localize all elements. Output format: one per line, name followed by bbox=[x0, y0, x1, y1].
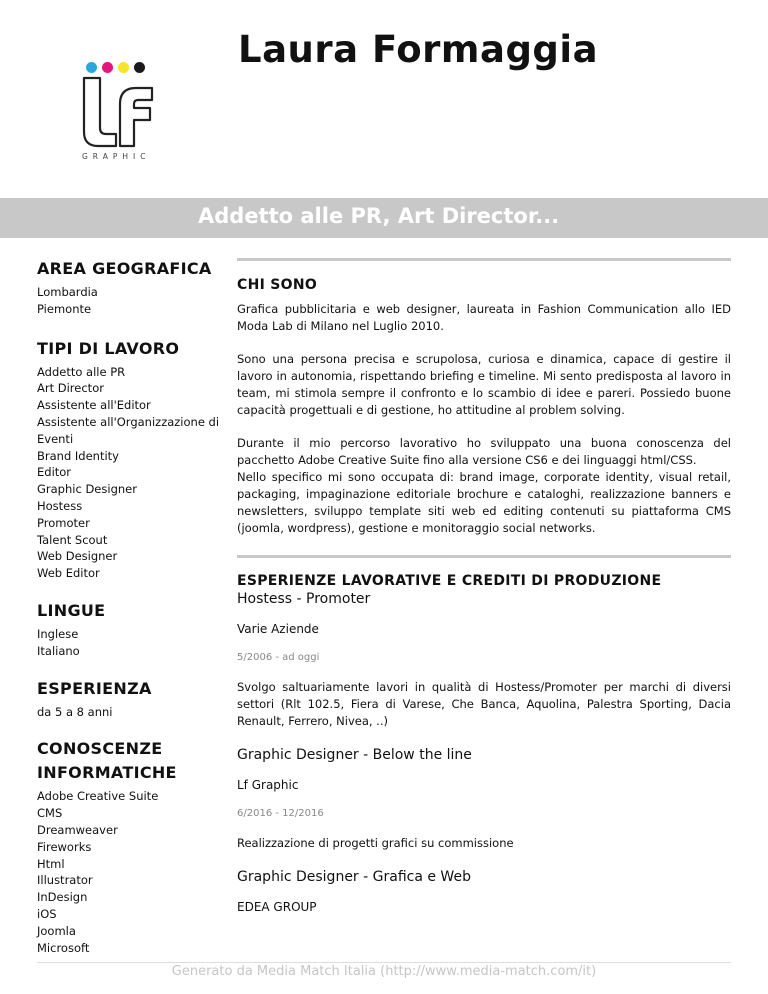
list-item: Lombardia bbox=[37, 285, 98, 299]
chi-sono-paragraph: Sono una persona precisa e scrupolosa, curiosa e dinamica, capace di gestire il lavoro in autonomia, rispettando briefing e timeline. Mi sento predisposta al lavoro in team, mi stimola sempre il confronto e lo scambio di idee e pareri. Possiedo buone capacità progettuali e di gestione, ho attitudine al problem solving. bbox=[237, 352, 731, 417]
section-esperienza bbox=[37, 678, 222, 721]
list-item: Talent Scout bbox=[37, 532, 108, 547]
job-description: Svolgo saltuariamente lavori in qualità di Hostess/Promoter per marchi di diversi settori (Rlt 102.5, Fiera di Varese, Che Banca, Aquolina, Palestra Sporting, Dacia Renault, Ferrero, Nivea, ..) bbox=[237, 680, 731, 728]
job-title: Graphic Designer - Grafica e Web bbox=[237, 869, 471, 885]
list-item: Promoter bbox=[37, 515, 90, 530]
yellow-dot-icon bbox=[118, 62, 129, 73]
list-item: Inglese bbox=[37, 626, 79, 641]
candidate-name: Laura Formaggia bbox=[238, 28, 599, 71]
list-item: da 5 a 8 anni bbox=[37, 704, 113, 719]
job-title: Graphic Designer - Below the line bbox=[237, 747, 472, 763]
section-heading: ESPERIENZA bbox=[37, 678, 152, 698]
job-company: EDEA GROUP bbox=[237, 900, 317, 914]
cyan-dot-icon bbox=[86, 62, 97, 73]
magenta-dot-icon bbox=[102, 62, 113, 73]
job-title: Hostess - Promoter bbox=[237, 591, 371, 607]
list-item: Assistente all'Organizzazione di bbox=[37, 414, 220, 429]
chi-sono-paragraph: Grafica pubblicitaria e web designer, laureata in Fashion Communication allo IED Moda Lab di Milano nel Luglio 2010. bbox=[237, 302, 731, 333]
section-heading: AREA GEOGRAFICA bbox=[37, 259, 212, 278]
job-date: 5/2006 - ad oggi bbox=[237, 652, 320, 663]
chi-sono-paragraph: Nello specifico mi sono occupata di: brand image, corporate identity, visual retail, packaging, impaginazione editoriale brochure e cataloghi, realizzazione banners e newsletters, sviluppo template siti web ed editing contenuti su piattaforma CMS (joomla, wordpress), gestione e monitoraggio social networks. bbox=[237, 470, 731, 535]
footer-text: Generato da Media Match Italia (http://www.media-match.com/it) bbox=[171, 964, 597, 979]
list-item: Hostess bbox=[37, 498, 83, 513]
footer-divider bbox=[37, 962, 731, 963]
list-item: Fireworks bbox=[37, 839, 92, 854]
list-item: Piemonte bbox=[37, 301, 92, 316]
tipi-list bbox=[37, 364, 222, 582]
list-item: Editor bbox=[37, 465, 72, 480]
job-company: Varie Aziende bbox=[237, 622, 319, 636]
lf-monogram-icon bbox=[80, 74, 160, 150]
logo-subtitle: GRAPHIC bbox=[82, 152, 151, 161]
list-item: Web Designer bbox=[37, 549, 118, 564]
logo bbox=[80, 60, 160, 165]
list-item: Dreamweaver bbox=[37, 822, 118, 837]
headline-banner bbox=[0, 198, 768, 238]
list-item: InDesign bbox=[37, 890, 88, 905]
section-conoscenze-informatiche bbox=[37, 738, 222, 956]
chi-sono-heading: CHI SONO bbox=[237, 277, 318, 293]
list-item: Art Director bbox=[37, 381, 104, 396]
list-item: Web Editor bbox=[37, 566, 100, 581]
area-list bbox=[37, 284, 222, 318]
list-item: Illustrator bbox=[37, 873, 93, 888]
job-company: Lf Graphic bbox=[237, 778, 299, 792]
esperienza-list bbox=[37, 704, 222, 721]
section-heading: CONOSCENZE bbox=[37, 739, 163, 759]
list-item: Microsoft bbox=[37, 940, 90, 955]
section-divider bbox=[237, 555, 731, 558]
headline-title: Addetto alle PR, Art Director... bbox=[198, 204, 560, 228]
list-item: Adobe Creative Suite bbox=[37, 789, 159, 804]
list-item: CMS bbox=[37, 806, 63, 821]
list-item: Joomla bbox=[37, 923, 76, 938]
job-entry bbox=[237, 747, 731, 852]
section-area-geografica bbox=[37, 258, 222, 318]
section-lingue bbox=[37, 600, 222, 660]
chi-sono-paragraph: Durante il mio percorso lavorativo ho sviluppato una buona conoscenza del pacchetto Adobe Creative Suite fino alla versione CS6 e dei linguaggi html/CSS. bbox=[237, 436, 731, 467]
list-item: Html bbox=[37, 856, 65, 871]
job-description: Realizzazione di progetti grafici su commissione bbox=[237, 836, 514, 850]
conoscenze-list bbox=[37, 788, 222, 956]
list-item: Addetto alle PR bbox=[37, 364, 126, 379]
job-date: 6/2016 - 12/2016 bbox=[237, 808, 324, 819]
list-item: iOS bbox=[37, 906, 57, 921]
list-item: Brand Identity bbox=[37, 448, 119, 463]
logo-dots bbox=[86, 62, 145, 73]
esperienze-heading: ESPERIENZE LAVORATIVE E CREDITI DI PRODUZIONE bbox=[237, 573, 662, 589]
list-item: Assistente all'Editor bbox=[37, 398, 151, 413]
job-entry bbox=[237, 591, 731, 730]
sidebar bbox=[37, 258, 222, 970]
section-heading: TIPI DI LAVORO bbox=[37, 338, 180, 358]
list-item: Italiano bbox=[37, 643, 80, 658]
section-tipi-di-lavoro bbox=[37, 338, 222, 582]
job-entry bbox=[237, 869, 731, 914]
main-content bbox=[237, 258, 731, 914]
list-item: Graphic Designer bbox=[37, 482, 137, 497]
black-dot-icon bbox=[134, 62, 145, 73]
lingue-list bbox=[37, 626, 222, 660]
section-heading: LINGUE bbox=[37, 600, 106, 620]
section-divider bbox=[237, 258, 731, 261]
list-item: Eventi bbox=[37, 431, 74, 446]
section-heading: INFORMATICHE bbox=[37, 763, 177, 783]
